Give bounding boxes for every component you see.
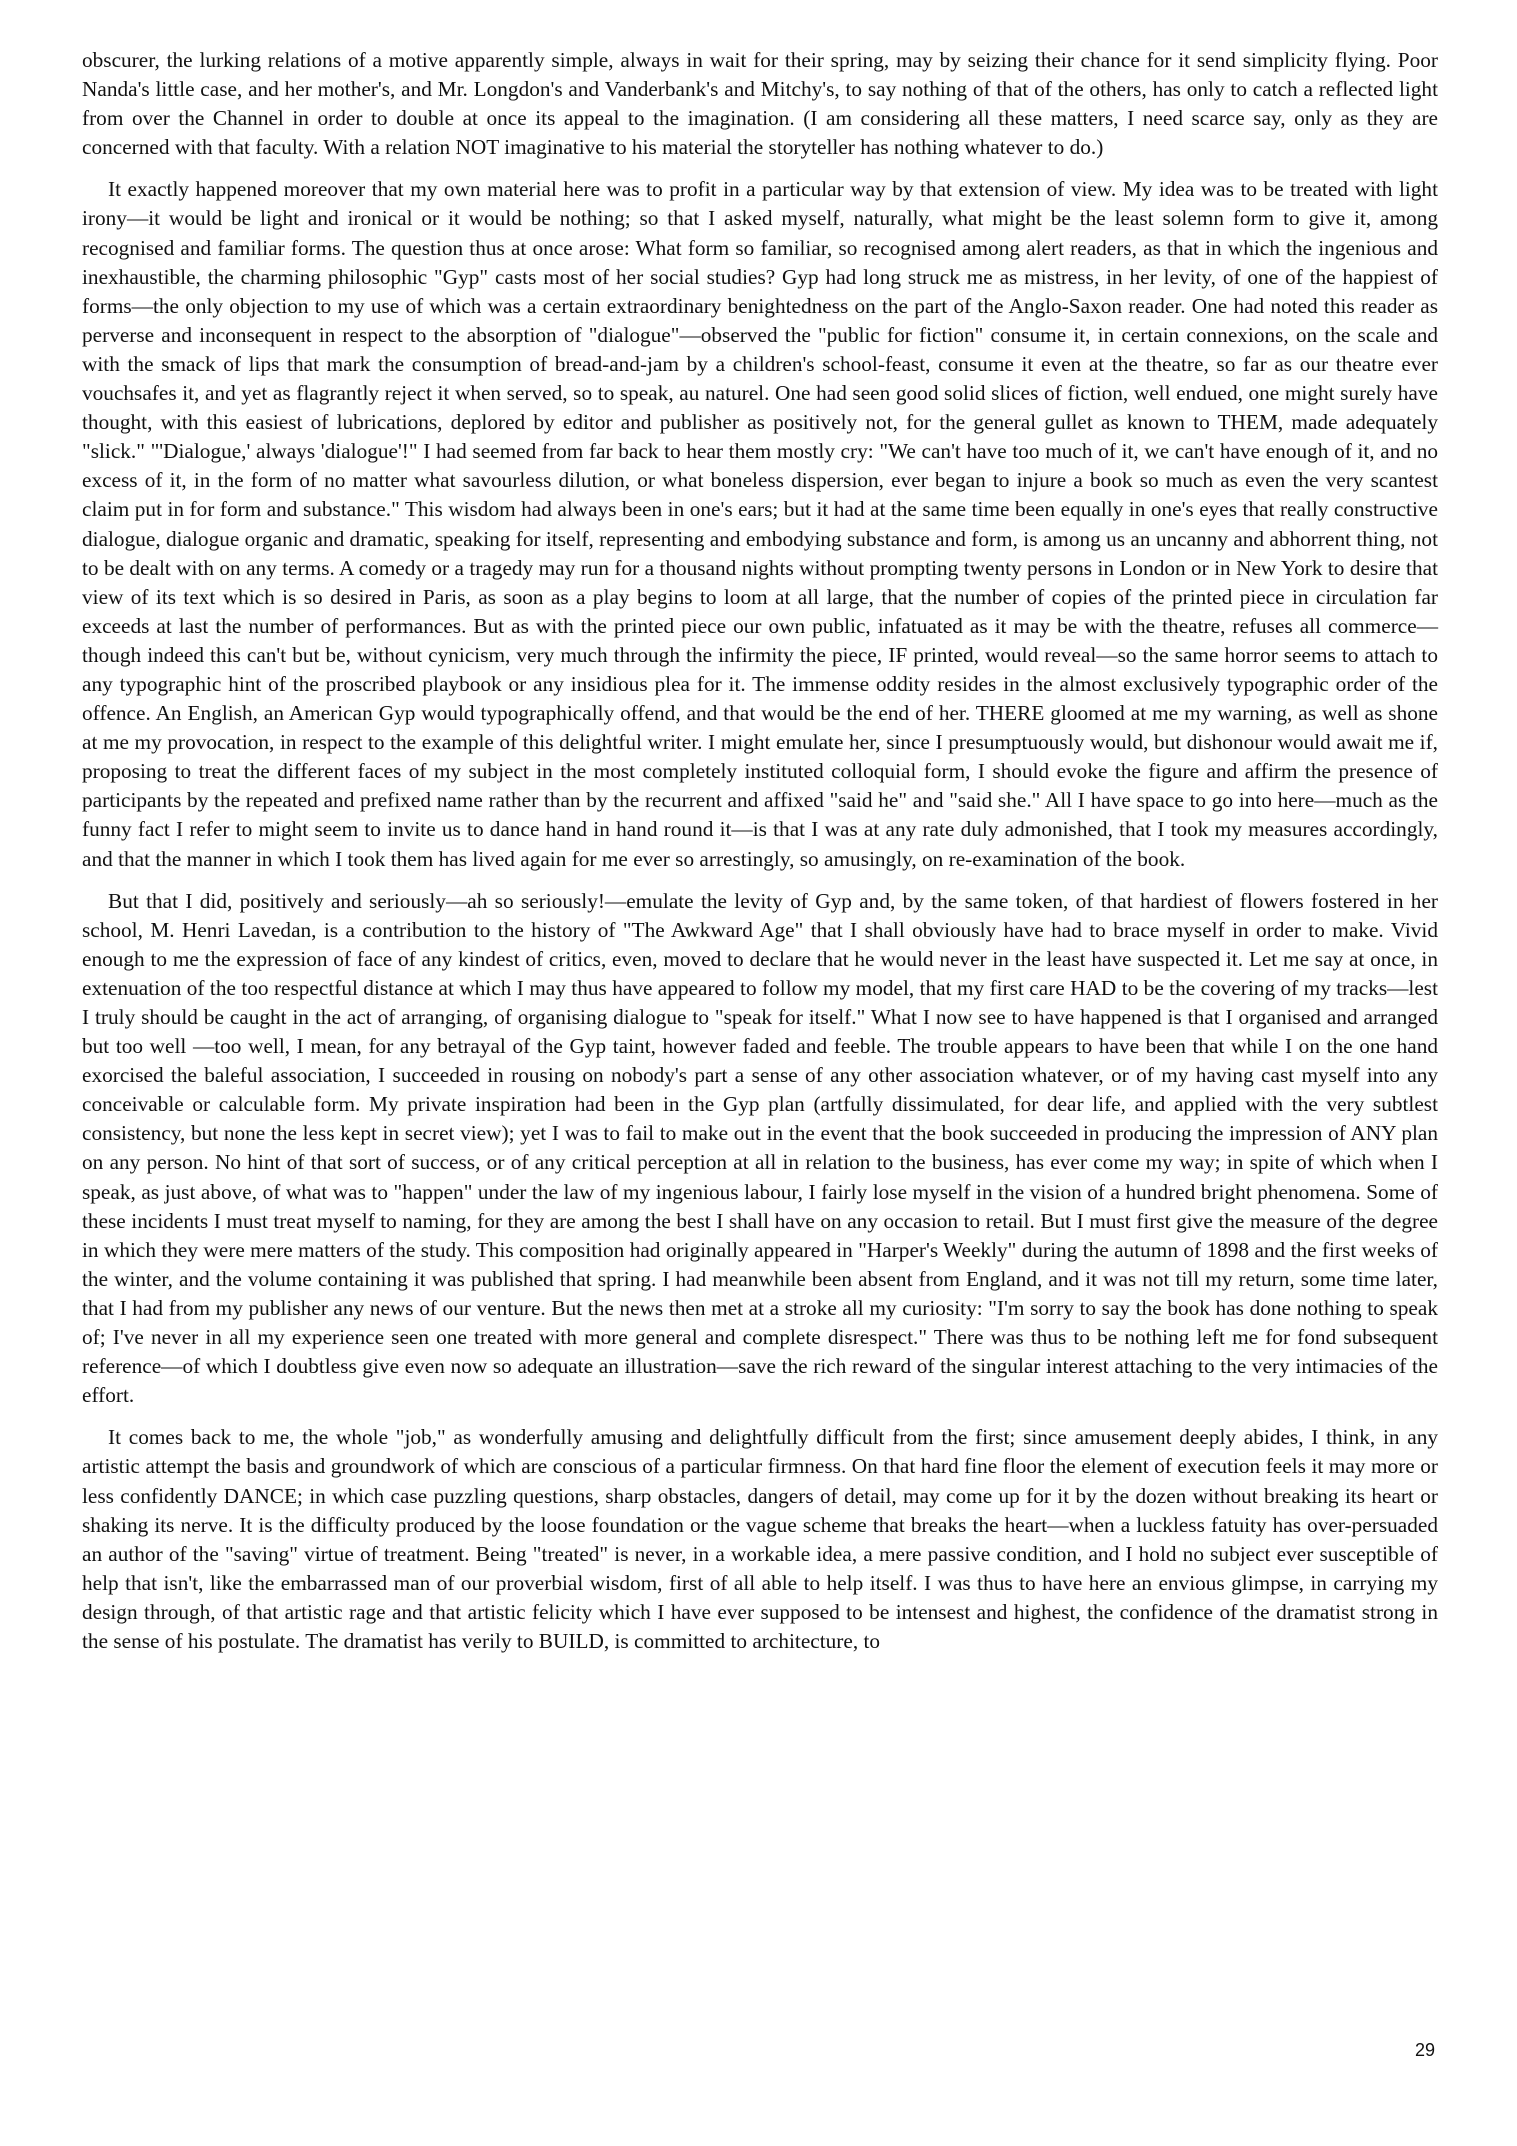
document-page — [82, 46, 1438, 1669]
page-number: 29 — [1414, 2040, 1435, 2060]
paragraph-4: It comes back to me, the whole "job," as wonderfully amusing and delightfully difficult from the first; since amusement deeply abides, I think, in any artistic attempt the basis and groundwork of which are conscious of a particular firmness. On that hard fine floor the element of execution feels it may more or less confidently DANCE; in which case puzzling questions, sharp obstacles, dangers of detail, may come up for it by the dozen without breaking its heart or shaking its nerve. It is the difficulty produced by the loose foundation or the vague scheme that breaks the heart—when a luckless fatuity has over-persuaded an author of the "saving" virtue of treatment. Being "treated" is never, in a workable idea, a mere passive condition, and I hold no subject ever susceptible of help that isn't, like the embarrassed man of our proverbial wisdom, first of all able to help itself. I was thus to have here an envious glimpse, in carrying my design through, of that artistic rage and that artistic felicity which I have ever supposed to be intensest and highest, the confidence of the dramatist strong in the sense of his postulate. The dramatist has verily to BUILD, is committed to architecture, to — [82, 1425, 1438, 1653]
paragraph-3: But that I did, positively and seriously—ah so seriously!—emulate the levity of Gyp and, by the same token, of that hardiest of flowers fostered in her school, M. Henri Lavedan, is a contribution to the history of "The Awkward Age" that I shall obviously have had to brace myself in order to make. Vivid enough to me the expression of face of any kindest of critics, even, moved to declare that he would never in the least have suspected it. Let me say at once, in extenuation of the too respectful distance at which I may thus have appeared to follow my model, that my first care HAD to be the covering of my tracks—lest I truly should be caught in the act of arranging, of organising dialogue to "speak for itself." What I now see to have happened is that I organised and arranged but too well —too well, I mean, for any betrayal of the Gyp taint, however faded and feeble. The trouble appears to have been that while I on the one hand exorcised the baleful association, I succeeded in rousing on nobody's part a sense of any other association whatever, or of my having cast myself into any conceivable or calculable form. My private inspiration had been in the Gyp plan (artfully dissimulated, for dear life, and applied with the very subtlest consistency, but none the less kept in secret view); yet I was to fail to make out in the event that the book succeeded in producing the impression of ANY plan on any person. No hint of that sort of success, or of any critical perception at all in relation to the business, has ever come my way; in spite of which when I speak, as just above, of what was to "happen" under the law of my ingenious labour, I fairly lose myself in the vision of a hundred bright phenomena. Some of these incidents I must treat myself to naming, for they are among the best I shall have on any occasion to retail. But I must first give the measure of the degree in which they were mere matters of the study. This composition had originally appeared in "Harper's Weekly" during the autumn of 1898 and the first weeks of the winter, and the volume containing it was published that spring. I had meanwhile been absent from England, and it was not till my return, some time later, that I had from my publisher any news of our venture. But the news then met at a stroke all my curiosity: "I'm sorry to say the book has done nothing to speak of; I've never in all my experience seen one treated with more general and complete disrespect." There was thus to be nothing left me for fond subsequent reference—of which I doubtless give even now so adequate an illustration—save the rich reward of the singular interest attaching to the very intimacies of the effort. — [82, 888, 1438, 1408]
paragraph-2: It exactly happened moreover that my own material here was to profit in a particular way by that extension of view. My idea was to be treated with light irony—it would be light and ironical or it would be nothing; so that I asked myself, naturally, what might be the least solemn form to give it, among recognised and familiar forms. The question thus at once arose: What form so familiar, so recognised among alert readers, as that in which the ingenious and inexhaustible, the charming philosophic "Gyp" casts most of her social studies? Gyp had long struck me as mistress, in her levity, of one of the happiest of forms—the only objection to my use of which was a certain extraordinary benightedness on the part of the Anglo-Saxon reader. One had noted this reader as perverse and inconsequent in respect to the absorption of "dialogue"—observed the "public for fiction" consume it, in certain connexions, on the scale and with the smack of lips that mark the consumption of bread-and-jam by a children's school-feast, consume it even at the theatre, so far as our theatre ever vouchsafes it, and yet as flagrantly reject it when served, so to speak, au naturel. One had seen good solid slices of fiction, well endued, one might surely have thought, with this easiest of lubrications, deplored by editor and publisher as positively not, for the general gullet as known to THEM, made adequately "slick." "'Dialogue,' always 'dialogue'!" I had seemed from far back to hear them mostly cry: "We can't have too much of it, we can't have enough of it, and no excess of it, in the form of no matter what savourless dilution, or what boneless dispersion, ever began to injure a book so much as even the very scantest claim put in for form and substance." This wisdom had always been in one's ears; but it had at the same time been equally in one's eyes that really constructive dialogue, dialogue organic and dramatic, speaking for itself, representing and embodying substance and form, is among us an uncanny and abhorrent thing, not to be dealt with on any terms. A comedy or a tragedy may run for a thousand nights without prompting twenty persons in London or in New York to desire that view of its text which is so desired in Paris, as soon as a play begins to loom at all large, that the number of copies of the printed piece in circulation far exceeds at last the number of performances. But as with the printed piece our own public, infatuated as it may be with the theatre, refuses all commerce—though indeed this can't but be, without cynicism, very much through the infirmity the piece, IF printed, would reveal—so the same horror seems to attach to any typographic hint of the proscribed playbook or any insidious plea for it. The immense oddity resides in the almost exclusively typographic order of the offence. An English, an American Gyp would typographically offend, and that would be the end of her. THERE gloomed at me my warning, as well as shone at me my provocation, in respect to the example of this delightful writer. I might emulate her, since I presumptuously would, but dishonour would await me if, proposing to treat the different faces of my subject in the most completely instituted colloquial form, I should evoke the figure and affirm the presence of participants by the repeated and prefixed name rather than by the recurrent and affixed "said he" and "said she." All I have space to go into here—much as the funny fact I refer to might seem to invite us to dance hand in hand round it—is that I was at any rate duly admonished, that I took my measures accordingly, and that the manner in which I took them has lived again for me ever so arrestingly, so amusingly, on re-examination of the book. — [82, 177, 1438, 871]
paragraph-1: obscurer, the lurking relations of a motive apparently simple, always in wait for their spring, may by seizing their chance for it send simplicity flying. Poor Nanda's little case, and her mother's, and Mr. Longdon's and Vanderbank's and Mitchy's, to say nothing of that of the others, has only to catch a reflected light from over the Channel in order to double at once its appeal to the imagination. (I am considering all these matters, I need scarce say, only as they are concerned with that faculty. With a relation NOT imaginative to his material the storyteller has nothing whatever to do.) — [82, 48, 1438, 160]
